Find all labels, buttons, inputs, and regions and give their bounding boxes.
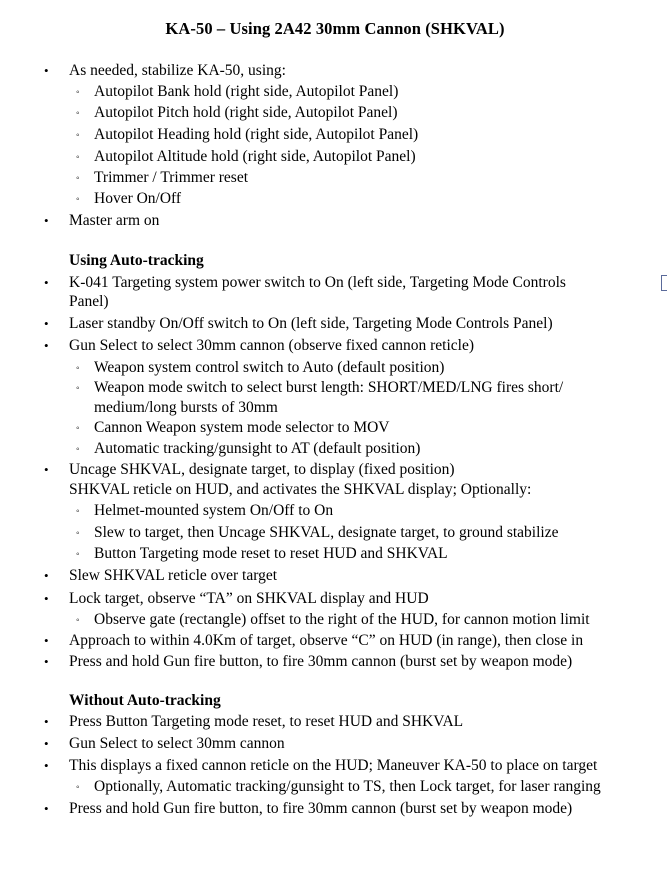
bullet-icon: • bbox=[44, 714, 49, 729]
bullet-icon: • bbox=[44, 338, 49, 353]
sub-bullet-icon: ◦ bbox=[76, 194, 80, 205]
item-text: Button Targeting mode reset to reset HUD and SHKVAL bbox=[94, 545, 448, 562]
item-text: Press and hold Gun fire button, to fire 30mm cannon (burst set by weapon mode) bbox=[69, 653, 573, 670]
item-text: Master arm on bbox=[69, 212, 160, 229]
item-text: Slew SHKVAL reticle over target bbox=[69, 567, 278, 584]
item-text: Cannon Weapon system mode selector to MOV bbox=[94, 419, 390, 436]
bullet-icon: • bbox=[44, 213, 49, 228]
bullet-icon: • bbox=[44, 275, 49, 290]
item-text: As needed, stabilize KA-50, using: bbox=[69, 62, 286, 79]
sub-bullet-icon: ◦ bbox=[76, 782, 80, 793]
bullet-icon: • bbox=[44, 736, 49, 751]
sub-bullet-icon: ◦ bbox=[76, 87, 80, 98]
item-text: Autopilot Bank hold (right side, Autopilot Panel) bbox=[94, 83, 399, 100]
item-text: Approach to within 4.0Km of target, observe “C” on HUD (in range), then close in bbox=[69, 632, 584, 649]
sub-bullet-icon: ◦ bbox=[76, 152, 80, 163]
bullet-icon: • bbox=[44, 462, 49, 477]
item-text: Gun Select to select 30mm cannon (observe fixed cannon reticle) bbox=[69, 337, 475, 354]
item-text: Weapon system control switch to Auto (default position) bbox=[94, 359, 445, 376]
item-text: Laser standby On/Off switch to On (left side, Targeting Mode Controls Panel) bbox=[69, 315, 553, 332]
bullet-icon: • bbox=[44, 801, 49, 816]
sub-bullet-icon: ◦ bbox=[76, 528, 80, 539]
item-text: K-041 Targeting system power switch to On (left side, Targeting Mode Controls bbox=[69, 274, 566, 291]
item-text: Observe gate (rectangle) offset to the right of the HUD, for cannon motion limit bbox=[94, 611, 590, 628]
page-title: KA-50 – Using 2A42 30mm Cannon (SHKVAL) bbox=[165, 19, 505, 38]
item-text: Automatic tracking/gunsight to AT (default position) bbox=[94, 440, 421, 457]
sub-bullet-icon: ◦ bbox=[76, 383, 80, 394]
sub-bullet-icon: ◦ bbox=[76, 130, 80, 141]
sub-bullet-icon: ◦ bbox=[76, 363, 80, 374]
sub-bullet-icon: ◦ bbox=[76, 173, 80, 184]
sub-bullet-icon: ◦ bbox=[76, 549, 80, 560]
item-text: medium/long bursts of 30mm bbox=[94, 399, 278, 416]
item-text: SHKVAL reticle on HUD, and activates the SHKVAL display; Optionally: bbox=[69, 481, 532, 498]
item-text: Helmet-mounted system On/Off to On bbox=[94, 502, 334, 519]
item-text: Slew to target, then Uncage SHKVAL, designate target, to ground stabilize bbox=[94, 524, 559, 541]
bullet-icon: • bbox=[44, 633, 49, 648]
item-text: Weapon mode switch to select burst length: SHORT/MED/LNG fires short/ bbox=[94, 379, 564, 396]
item-text: Autopilot Altitude hold (right side, Autopilot Panel) bbox=[94, 148, 416, 165]
bullet-icon: • bbox=[44, 316, 49, 331]
item-text: Autopilot Heading hold (right side, Autopilot Panel) bbox=[94, 126, 419, 143]
item-text: Panel) bbox=[69, 293, 109, 310]
item-text: Lock target, observe “TA” on SHKVAL display and HUD bbox=[69, 590, 429, 607]
sub-bullet-icon: ◦ bbox=[76, 506, 80, 517]
item-text: This displays a fixed cannon reticle on the HUD; Maneuver KA-50 to place on target bbox=[69, 757, 598, 774]
bullet-icon: • bbox=[44, 654, 49, 669]
item-text: Autopilot Pitch hold (right side, Autopilot Panel) bbox=[94, 104, 398, 121]
item-text: Press Button Targeting mode reset, to reset HUD and SHKVAL bbox=[69, 713, 464, 730]
sub-bullet-icon: ◦ bbox=[76, 615, 80, 626]
item-text: Hover On/Off bbox=[94, 190, 182, 207]
item-text: Press and hold Gun fire button, to fire 30mm cannon (burst set by weapon mode) bbox=[69, 800, 573, 817]
heading-text: Using Auto-tracking bbox=[69, 252, 204, 269]
bullet-icon: • bbox=[44, 568, 49, 583]
sub-bullet-icon: ◦ bbox=[76, 423, 80, 434]
bullet-icon: • bbox=[44, 591, 49, 606]
sub-bullet-icon: ◦ bbox=[76, 108, 80, 119]
item-text: Gun Select to select 30mm cannon bbox=[69, 735, 285, 752]
bracket-mark-icon bbox=[661, 275, 667, 291]
bullet-icon: • bbox=[44, 758, 49, 773]
item-text: Trimmer / Trimmer reset bbox=[94, 169, 249, 186]
bullet-icon: • bbox=[44, 63, 49, 78]
item-text: Uncage SHKVAL, designate target, to display (fixed position) bbox=[69, 461, 455, 478]
item-text: Optionally, Automatic tracking/gunsight to TS, then Lock target, for laser ranging bbox=[94, 778, 601, 795]
sub-bullet-icon: ◦ bbox=[76, 444, 80, 455]
heading-text: Without Auto-tracking bbox=[69, 692, 221, 709]
